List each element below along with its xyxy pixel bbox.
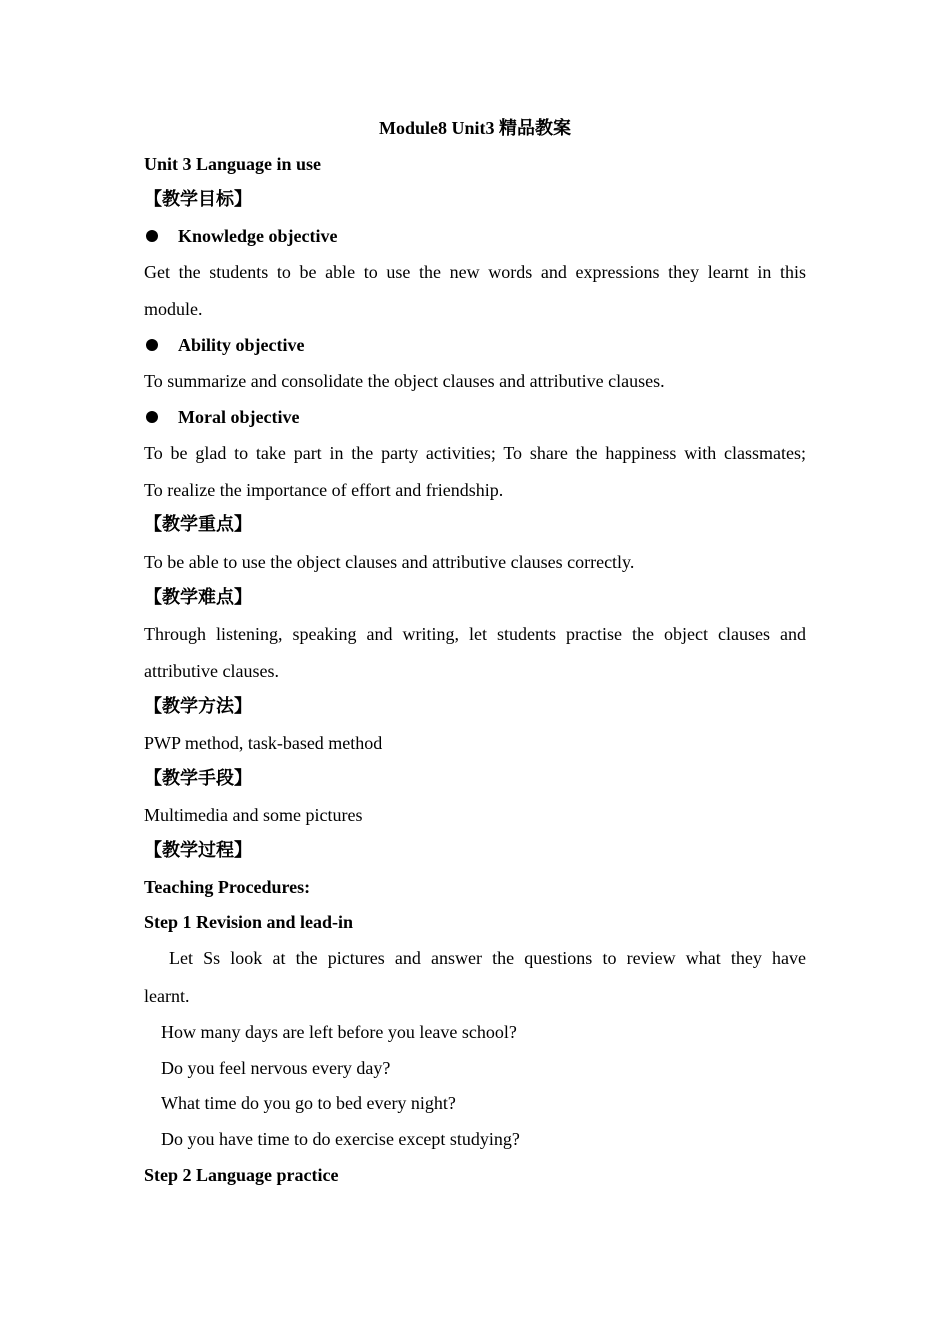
question-item: Do you feel nervous every day? — [161, 1058, 391, 1078]
paragraph-line: Multimedia and some pictures — [144, 805, 363, 825]
objective-label: Ability objective — [178, 335, 305, 355]
procedures-heading: Teaching Procedures: — [144, 877, 311, 897]
paragraph-line: To be able to use the object clauses and attributive clauses correctly. — [144, 552, 635, 572]
paragraph-line: Through listening, speaking and writing, let students practise the object clauses and — [144, 624, 806, 644]
bullet-icon — [146, 339, 158, 351]
objective-item-ability — [144, 334, 806, 356]
section-heading-difficulties: 【教学难点】 — [144, 587, 252, 608]
question-item: What time do you go to bed every night? — [161, 1093, 456, 1113]
paragraph-line: Let Ss look at the pictures and answer the questions to review what they have — [169, 948, 806, 968]
question-item: How many days are left before you leave school? — [161, 1022, 517, 1042]
unit-heading: Unit 3 Language in use — [144, 154, 322, 174]
section-heading-means: 【教学手段】 — [144, 768, 252, 789]
question-item: Do you have time to do exercise except studying? — [161, 1129, 520, 1149]
paragraph-line: attributive clauses. — [144, 661, 279, 681]
paragraph-line: To realize the importance of effort and friendship. — [144, 480, 504, 500]
section-heading-process: 【教学过程】 — [144, 840, 252, 861]
objective-item-moral — [144, 406, 806, 428]
paragraph-line: To be glad to take part in the party activities; To share the happiness with classmates; — [144, 443, 806, 463]
section-heading-methods: 【教学方法】 — [144, 696, 252, 717]
paragraph-line: To summarize and consolidate the object clauses and attributive clauses. — [144, 371, 665, 391]
objective-label: Knowledge objective — [178, 226, 338, 246]
paragraph-line: learnt. — [144, 986, 190, 1006]
step1-heading: Step 1 Revision and lead-in — [144, 912, 354, 932]
step2-heading: Step 2 Language practice — [144, 1165, 339, 1185]
objective-item-knowledge — [144, 225, 806, 247]
objective-label: Moral objective — [178, 407, 300, 427]
document-title: Module8 Unit3 精品教案 — [378, 118, 571, 138]
bullet-icon — [146, 411, 158, 423]
paragraph-line: Get the students to be able to use the new words and expressions they learnt in this — [144, 262, 806, 282]
paragraph-line: module. — [144, 299, 203, 319]
paragraph-line: PWP method, task-based method — [144, 733, 383, 753]
section-heading-key-points: 【教学重点】 — [144, 514, 252, 535]
bullet-icon — [146, 230, 158, 242]
section-heading-objectives: 【教学目标】 — [144, 189, 252, 210]
